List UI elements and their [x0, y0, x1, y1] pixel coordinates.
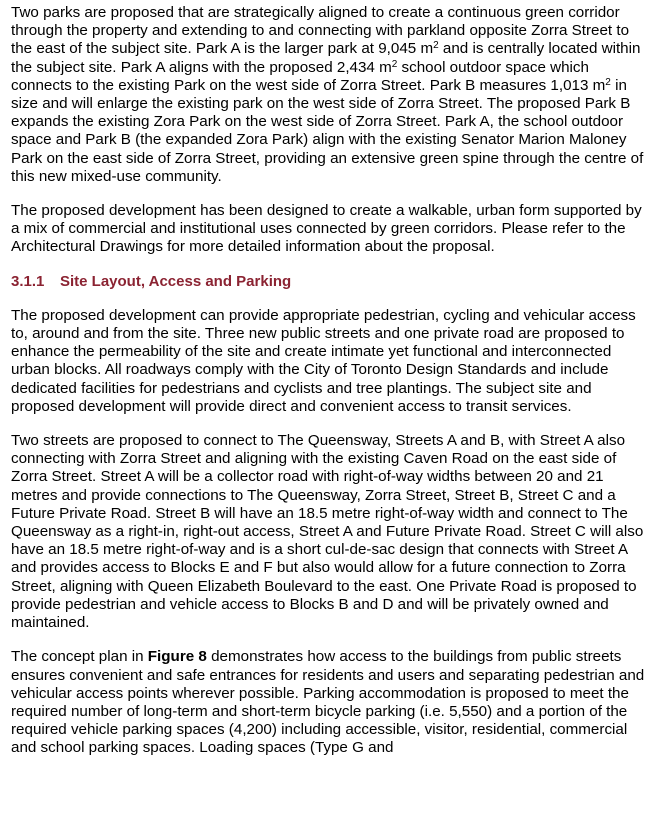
parks-text-part-4: in size and will enlarge the existing park on the west side of Zorra Street. The proposed Park B expands the existing Zora Park on the west side of Zorra Street. Park A, the school outdoor space and Park B (the expanded Zora Park) align with the existing Senator Marion Maloney Park on the east side of Zorra Street, providing an extensive green spine through the centre of this new mixed-use community.: [11, 76, 644, 185]
concept-plan-text-part-1: The concept plan in: [11, 648, 148, 666]
document-page: [11, 4, 651, 774]
figure-reference: Figure 8: [147, 648, 207, 666]
parks-text-part-2: and is centrally located within the subject site. Park A aligns with the proposed 2,434 m: [11, 40, 641, 76]
superscript-squared: 2: [433, 40, 439, 52]
parks-text-part-3: school outdoor space which connects to the existing Park on the west side of Zorra Street. Park B measures 1,013 m: [11, 58, 606, 94]
section-number: 3.1.1: [11, 272, 45, 290]
paragraph-parks: [11, 4, 651, 186]
paragraph-walkable-form: The proposed development has been designed to create a walkable, urban form supported by a mix of commercial and institutional uses connected by green corridors. Please refer to the Architectural Drawings for more detailed information about the proposal.: [11, 202, 642, 256]
superscript-squared: 2: [391, 58, 398, 70]
section-title: Site Layout, Access and Parking: [60, 272, 292, 290]
section-heading: [11, 273, 651, 291]
parks-text-part-1: Two parks are proposed that are strategically aligned to create a continuous green corridor through the property and extending to and connecting with parkland opposite Zorra Street to the east of the subject site. Park A is the larger park at 9,045 m: [11, 4, 630, 58]
paragraph-streets: Two streets are proposed to connect to The Queensway, Streets A and B, with Street A also connecting with Zorra Street and aligning with the existing Caven Road on the east side of Zorra Street. Street A will be a collector road with right-of-way widths between 20 and 21 metres and provide connections to The Queensway, Zorra Street, Street B, Street C and a Future Private Road. Street B will have an 18.5 metre right-of-way width and connect to The Queensway as a right-in, right-out access, Street A and Future Private Road. Street C will also have an 18.5 metre right-of-way and is a short cul-de-sac design that connects with Street A and provides access to Blocks E and F but also would allow for a future connection to Zorra Street, aligning with Queen Elizabeth Boulevard to the east. One Private Road is proposed to provide pedestrian and vehicle access to Blocks B and D and will be privately owned and maintained.: [11, 432, 644, 632]
concept-plan-text-part-2: demonstrates how access to the buildings from public streets ensures convenient and safe entrances for residents and users and separating pedestrian and vehicular access points wherever possible. Parking accommodation is proposed to meet the required number of long-term and short-term bicycle parking (i.e. 5,550) and a portion of the required vehicle parking spaces (4,200) including accessible, visitor, residential, commercial and school parking spaces. Loading spaces (Type G and: [11, 648, 645, 757]
paragraph-concept-plan: [11, 648, 651, 757]
paragraph-access: The proposed development can provide appropriate pedestrian, cycling and vehicular access to, around and from the site. Three new public streets and one private road are proposed to enhance the permeability of the site and create intimate yet functional and interconnected urban blocks. All roadways comply with the City of Toronto Design Standards and include dedicated facilities for pedestrians and cyclists and tree plantings. The subject site and proposed development will provide direct and convenient access to transit services.: [11, 306, 636, 415]
superscript-squared: 2: [605, 76, 611, 88]
